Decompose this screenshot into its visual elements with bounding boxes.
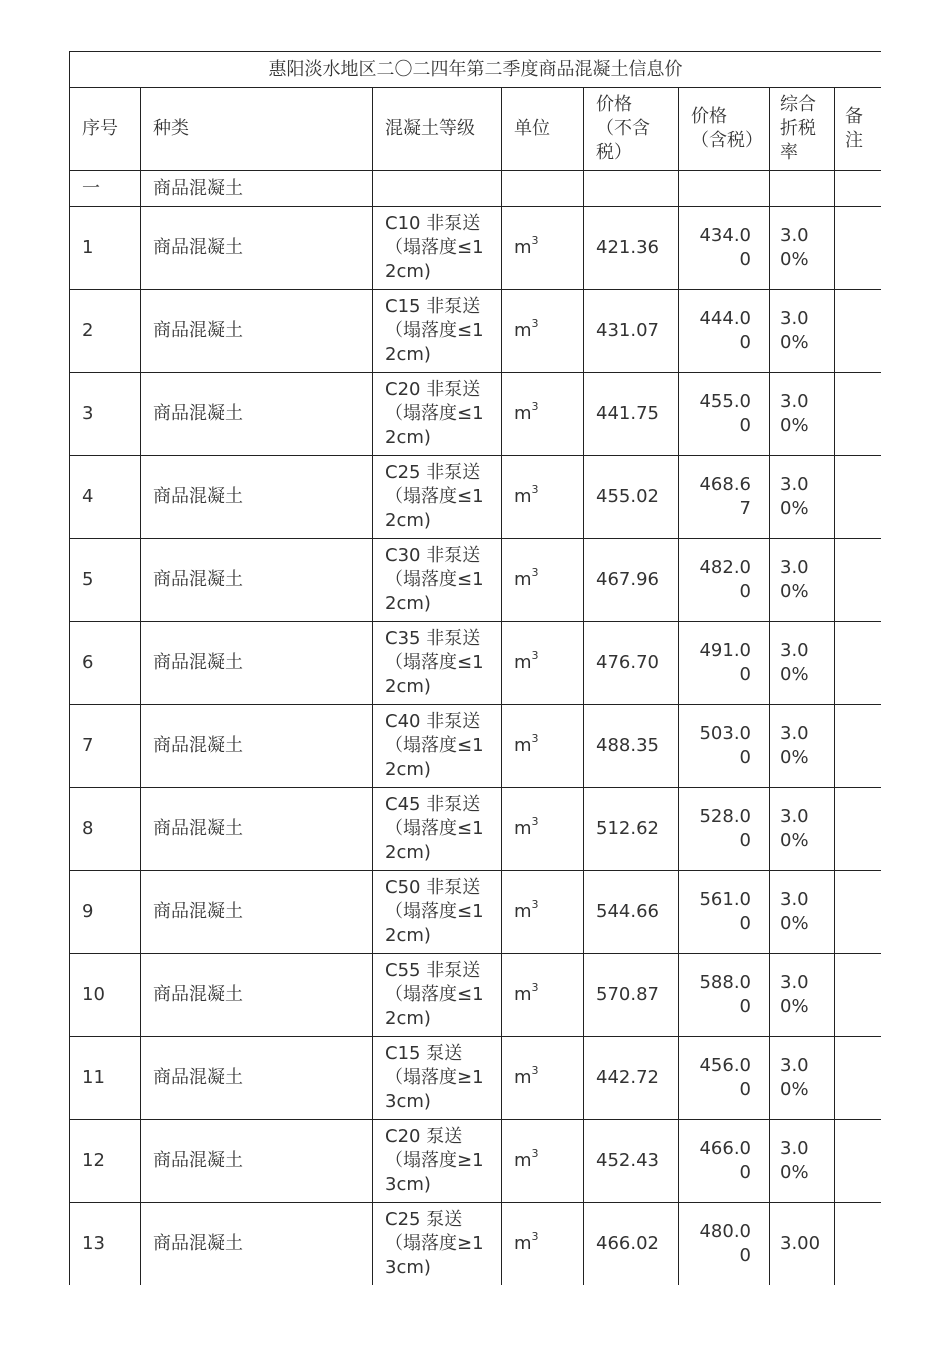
cell-price-in: 456.00	[679, 1037, 770, 1120]
cell-kind: 商品混凝土	[141, 290, 373, 373]
unit-exponent: 3	[531, 400, 539, 413]
header-kind: 种类	[141, 88, 373, 171]
cell-price-ex: 544.66	[584, 871, 679, 954]
cell-price-in: 482.00	[679, 539, 770, 622]
unit-base: m	[514, 569, 532, 590]
cell-grade: C25 非泵送（塌落度≤12cm)	[373, 456, 502, 539]
cell-note	[835, 871, 882, 954]
cell-price-ex: 466.02	[584, 1203, 679, 1286]
cell-grade: C20 泵送（塌落度≥13cm)	[373, 1120, 502, 1203]
cell-unit	[502, 456, 584, 539]
cell-kind: 商品混凝土	[141, 1037, 373, 1120]
unit-exponent: 3	[531, 1147, 539, 1160]
unit-exponent: 3	[531, 649, 539, 662]
table-row	[70, 788, 882, 871]
cell-note	[835, 207, 882, 290]
header-grade: 混凝土等级	[373, 88, 502, 171]
cell-seq: 11	[70, 1037, 141, 1120]
cell-kind: 商品混凝土	[141, 456, 373, 539]
unit-base: m	[514, 984, 532, 1005]
price-table	[69, 51, 881, 1285]
unit-base: m	[514, 486, 532, 507]
cell-price-ex: 570.87	[584, 954, 679, 1037]
table-row	[70, 622, 882, 705]
cell-tax: 3.00%	[770, 373, 835, 456]
cell-price-ex: 421.36	[584, 207, 679, 290]
unit-base: m	[514, 237, 532, 258]
cell-note	[835, 1120, 882, 1203]
cell-tax: 3.00%	[770, 456, 835, 539]
cell-kind: 商品混凝土	[141, 871, 373, 954]
cell-note	[835, 954, 882, 1037]
cell-unit	[502, 1203, 584, 1286]
cell-note	[835, 622, 882, 705]
cell-price-ex: 431.07	[584, 290, 679, 373]
cell-unit	[502, 871, 584, 954]
unit-exponent: 3	[531, 1230, 539, 1243]
title-row	[70, 52, 882, 88]
cell-grade: C40 非泵送（塌落度≤12cm)	[373, 705, 502, 788]
unit-exponent: 3	[531, 317, 539, 330]
cell-price-in: 491.00	[679, 622, 770, 705]
cell-kind: 商品混凝土	[141, 705, 373, 788]
table-row	[70, 290, 882, 373]
header-tax: 综合折税率	[770, 88, 835, 171]
unit-base: m	[514, 320, 532, 341]
section-empty	[679, 171, 770, 207]
table-row	[70, 954, 882, 1037]
cell-grade: C55 非泵送（塌落度≤12cm)	[373, 954, 502, 1037]
cell-kind: 商品混凝土	[141, 622, 373, 705]
section-seq: 一	[70, 171, 141, 207]
cell-price-in: 434.00	[679, 207, 770, 290]
unit-base: m	[514, 735, 532, 756]
table-row	[70, 1037, 882, 1120]
cell-grade: C10 非泵送（塌落度≤12cm)	[373, 207, 502, 290]
cell-price-ex: 467.96	[584, 539, 679, 622]
cell-unit	[502, 290, 584, 373]
cell-note	[835, 1037, 882, 1120]
unit-base: m	[514, 1233, 532, 1254]
table-row	[70, 207, 882, 290]
cell-kind: 商品混凝土	[141, 539, 373, 622]
cell-note	[835, 788, 882, 871]
cell-unit	[502, 622, 584, 705]
cell-tax: 3.00%	[770, 954, 835, 1037]
table-row	[70, 871, 882, 954]
cell-note	[835, 539, 882, 622]
unit-exponent: 3	[531, 566, 539, 579]
cell-price-in: 466.00	[679, 1120, 770, 1203]
unit-base: m	[514, 652, 532, 673]
cell-price-in: 503.00	[679, 705, 770, 788]
cell-seq: 1	[70, 207, 141, 290]
cell-tax: 3.00%	[770, 705, 835, 788]
cell-grade: C15 非泵送（塌落度≤12cm)	[373, 290, 502, 373]
unit-base: m	[514, 901, 532, 922]
cell-tax: 3.00%	[770, 1120, 835, 1203]
cell-note	[835, 705, 882, 788]
section-empty	[373, 171, 502, 207]
cell-unit	[502, 373, 584, 456]
cell-tax: 3.00%	[770, 1037, 835, 1120]
header-unit: 单位	[502, 88, 584, 171]
table-row	[70, 1120, 882, 1203]
cell-unit	[502, 207, 584, 290]
table-row	[70, 373, 882, 456]
cell-grade: C15 泵送（塌落度≥13cm)	[373, 1037, 502, 1120]
unit-exponent: 3	[531, 898, 539, 911]
cell-note	[835, 456, 882, 539]
cell-grade: C50 非泵送（塌落度≤12cm)	[373, 871, 502, 954]
unit-base: m	[514, 1067, 532, 1088]
cell-price-ex: 455.02	[584, 456, 679, 539]
table-row	[70, 456, 882, 539]
unit-exponent: 3	[531, 483, 539, 496]
cell-unit	[502, 788, 584, 871]
cell-price-ex: 442.72	[584, 1037, 679, 1120]
cell-note	[835, 373, 882, 456]
cell-tax: 3.00%	[770, 622, 835, 705]
header-price-ex: 价格（不含税）	[584, 88, 679, 171]
unit-exponent: 3	[531, 1064, 539, 1077]
cell-price-ex: 441.75	[584, 373, 679, 456]
unit-base: m	[514, 403, 532, 424]
cell-tax: 3.00%	[770, 539, 835, 622]
cell-price-ex: 452.43	[584, 1120, 679, 1203]
cell-kind: 商品混凝土	[141, 373, 373, 456]
cell-price-ex: 512.62	[584, 788, 679, 871]
cell-price-ex: 476.70	[584, 622, 679, 705]
table-title: 惠阳淡水地区二〇二四年第二季度商品混凝土信息价	[70, 52, 882, 88]
cell-grade: C20 非泵送（塌落度≤12cm)	[373, 373, 502, 456]
table-row	[70, 705, 882, 788]
header-row	[70, 88, 882, 171]
cell-grade: C45 非泵送（塌落度≤12cm)	[373, 788, 502, 871]
cell-unit	[502, 539, 584, 622]
cell-price-in: 444.00	[679, 290, 770, 373]
cell-kind: 商品混凝土	[141, 207, 373, 290]
cell-note	[835, 1203, 882, 1286]
cell-seq: 7	[70, 705, 141, 788]
cell-seq: 8	[70, 788, 141, 871]
unit-base: m	[514, 818, 532, 839]
cell-unit	[502, 1120, 584, 1203]
cell-price-in: 561.00	[679, 871, 770, 954]
table-row	[70, 1203, 882, 1286]
section-kind: 商品混凝土	[141, 171, 373, 207]
cell-price-in: 588.00	[679, 954, 770, 1037]
unit-exponent: 3	[531, 815, 539, 828]
unit-exponent: 3	[531, 732, 539, 745]
cell-price-in: 480.00	[679, 1203, 770, 1286]
cell-seq: 5	[70, 539, 141, 622]
cell-note	[835, 290, 882, 373]
section-empty	[835, 171, 882, 207]
cell-seq: 12	[70, 1120, 141, 1203]
cell-price-in: 455.00	[679, 373, 770, 456]
cell-kind: 商品混凝土	[141, 1120, 373, 1203]
unit-exponent: 3	[531, 234, 539, 247]
header-note: 备注	[835, 88, 882, 171]
cell-grade: C25 泵送（塌落度≥13cm)	[373, 1203, 502, 1286]
cell-seq: 10	[70, 954, 141, 1037]
cell-price-ex: 488.35	[584, 705, 679, 788]
cell-seq: 3	[70, 373, 141, 456]
cell-seq: 6	[70, 622, 141, 705]
header-price-in: 价格（含税）	[679, 88, 770, 171]
price-sheet	[69, 51, 881, 1285]
section-empty	[770, 171, 835, 207]
cell-grade: C35 非泵送（塌落度≤12cm)	[373, 622, 502, 705]
cell-kind: 商品混凝土	[141, 1203, 373, 1286]
header-seq: 序号	[70, 88, 141, 171]
cell-tax: 3.00%	[770, 871, 835, 954]
unit-exponent: 3	[531, 981, 539, 994]
cell-seq: 4	[70, 456, 141, 539]
table-row	[70, 539, 882, 622]
cell-price-in: 468.67	[679, 456, 770, 539]
cell-kind: 商品混凝土	[141, 788, 373, 871]
cell-tax: 3.00%	[770, 788, 835, 871]
cell-seq: 9	[70, 871, 141, 954]
cell-unit	[502, 1037, 584, 1120]
cell-tax: 3.00	[770, 1203, 835, 1286]
cell-tax: 3.00%	[770, 290, 835, 373]
cell-unit	[502, 705, 584, 788]
cell-seq: 2	[70, 290, 141, 373]
cell-price-in: 528.00	[679, 788, 770, 871]
section-empty	[584, 171, 679, 207]
cell-seq: 13	[70, 1203, 141, 1286]
cell-unit	[502, 954, 584, 1037]
cell-kind: 商品混凝土	[141, 954, 373, 1037]
cell-tax: 3.00%	[770, 207, 835, 290]
section-row	[70, 171, 882, 207]
cell-grade: C30 非泵送（塌落度≤12cm)	[373, 539, 502, 622]
section-empty	[502, 171, 584, 207]
unit-base: m	[514, 1150, 532, 1171]
